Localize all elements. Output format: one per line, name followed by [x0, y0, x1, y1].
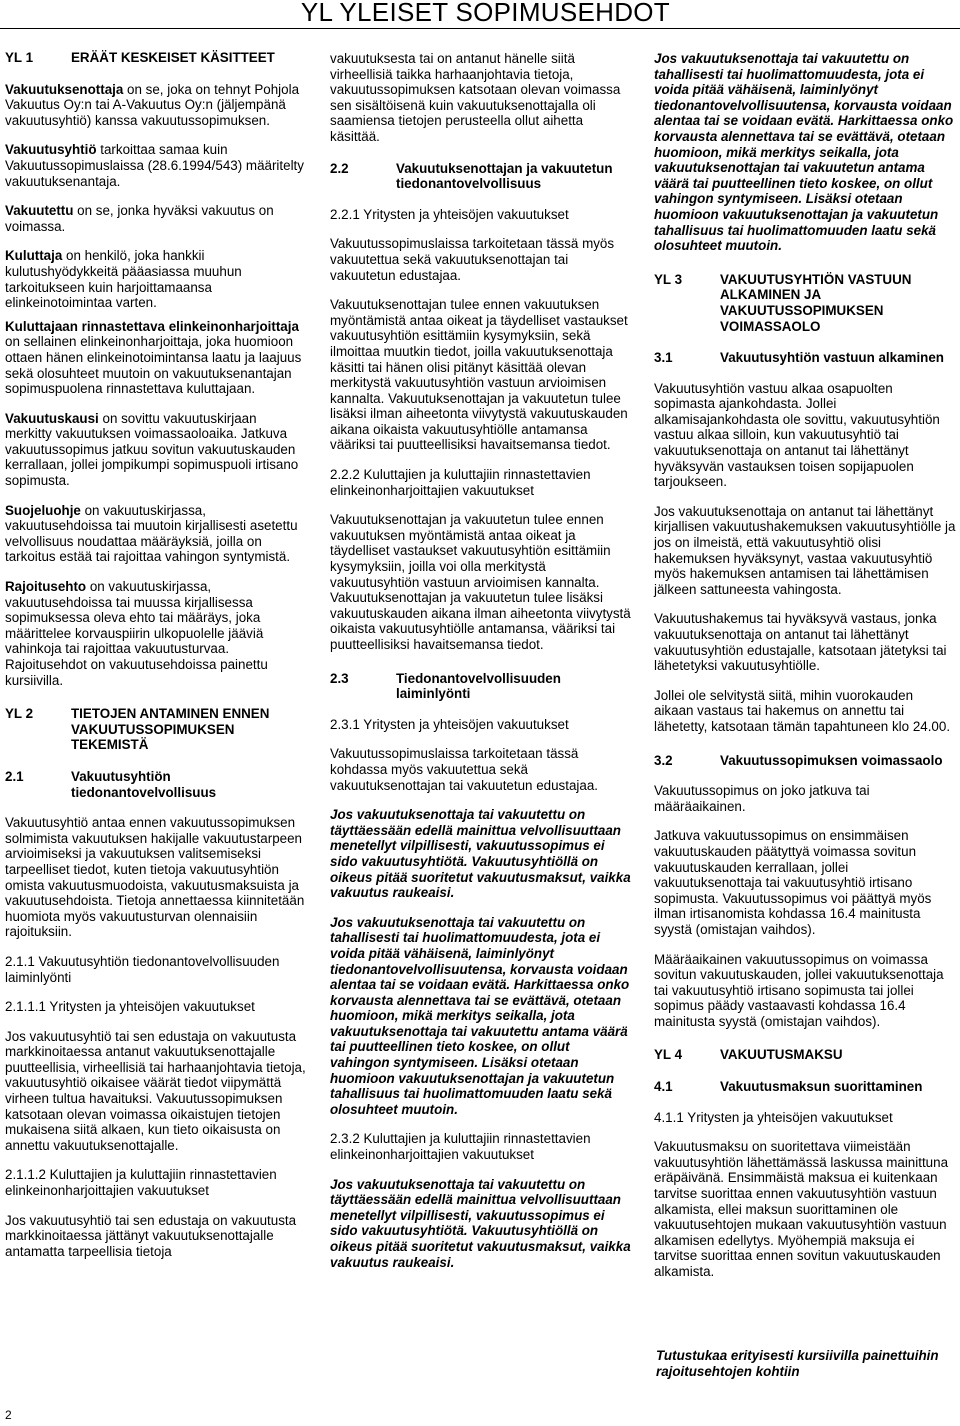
subsection-heading: 2.3.2 Kuluttajien ja kuluttajiin rinnastettavien elinkeinonharjoittajien vakuutukset [330, 1131, 591, 1163]
subsection-heading: 2.2.1 Yritysten ja yhteisöjen vakuutukset [330, 206, 569, 222]
body-paragraph: Vakuutussopimuslaissa tarkoitetaan tässä kohdassa myös vakuutettua sekä vakuutuksenottajan tai vakuutetun edustajaa. [330, 746, 599, 793]
section-title: Vakuutusyhtiön tiedonantovelvollisuus [71, 768, 217, 800]
definition-paragraph [5, 319, 307, 397]
definition-term: Vakuutuskausi [5, 410, 99, 426]
section-title: Tiedonantovelvollisuuden laiminlyönti [396, 670, 561, 702]
body-paragraph: Jatkuva vakuutussopimus on ensimmäisen vakuutuskauden päätyttyä voimassa sovitun vakuutuskauden kerrallaan, jollei vakuutuksenottaja tai vakuutusyhtiö irtisano sopimusta. Vakuutussopimus voi päättyä myös ilman irtisanomista kohdassa 16.4 mainitusta syystä (omistajan vaihdos). [654, 828, 932, 937]
section-2-2-heading [330, 161, 632, 192]
body-paragraph: Vakuutussopimuslaissa tarkoitetaan tässä myös vakuutettua sekä vakuutuksenottajan tai vakuutetun edustajaa. [330, 236, 615, 283]
definition-paragraph [5, 82, 307, 129]
body-paragraph: Vakuutussopimus on joko jatkuva tai määräaikainen. [654, 783, 870, 814]
restriction-paragraph: Jos vakuutuksenottaja tai vakuutettu on tahallisesti tai huolimattomuudesta, jota ei voida pitää vähäisenä, laiminlyönyt tiedonantovelvollisuutensa, korvausta voidaan alentaa tai se voidaan evätä. Harkittaessa onko korvausta alennettava tai se evättävä, otetaan huomioon, mikä merkitys seikalla, jota vakuutuksenottajan tai vakuutetun antama väärä tai puutteellinen tieto koskee, on ollut vahingon syntymiseen. Lisäksi otetaan huomioon vakuutuksenottajan ja vakuutetun tahallisuus tai huolimattomuuden laatu sekä olosuhteet muutoin. [654, 51, 954, 254]
body-paragraph: Jos vakuutusyhtiö tai sen edustaja on vakuutusta markkinoitaessa antanut vakuutuksenottajalle puutteellisia, virheellisiä tai harhaanjohtavia tietoja, vakuutusyhtiö oikaisee väärät tiedot viipymättä virheen tultua havaituksi. Vakuutussopimuksen katsotaan olevan voimassa oikaistujen tietojen mukaisena siitä alkaen, kun tieto oikaisusta on annettu vakuutuksenottajalle. [5, 1028, 306, 1153]
section-2-3-heading [330, 671, 632, 702]
restriction-paragraph: Jos vakuutuksenottaja tai vakuutettu on täyttäessään edellä mainittua velvollisuuttaan menetellyt vilpillisesti, vakuutussopimus ei sido vakuutusyhtiötä. Vakuutusyhtiöllä on oikeus pitää suoritetut vakuutusmaksut, vaikka vakuutus raukeaisi. [330, 1176, 631, 1270]
subsection-heading: 2.1.1.1 Yritysten ja yhteisöjen vakuutukset [5, 999, 255, 1015]
body-paragraph: vakuutuksesta tai on antanut hänelle siitä virheellisiä taikka harhaanjohtavia tietoja, vakuutussopimuksen katsotaan olevan voimassa sen sisältöisenä kuin vakuutuksenottajalla oli saamiensa tietojen perusteella ollut aihetta käsittää. [330, 51, 621, 144]
section-title: Vakuutussopimuksen voimassaolo [720, 752, 943, 768]
definition-term: Kuluttaja [5, 248, 63, 264]
section-title: ERÄÄT KESKEISET KÄSITTEET [71, 50, 275, 65]
column-3 [654, 51, 956, 1294]
section-title: Vakuutusmaksun suorittaminen [720, 1079, 923, 1095]
definition-paragraph [5, 503, 307, 565]
body-paragraph: Vakuutusyhtiön vastuu alkaa osapuolten sopimasta ajankohdasta. Jollei alkamisajankohdasta ole sovittu, vakuutusyhtiön vastuu alkaa silloin, kun vakuutusyhtiö tai vakuutuksenottaja on antanut tai lähettänyt hyväksyvän vastauksen toisen sopijapuolen tarjoukseen. [654, 380, 940, 490]
body-paragraph: Jollei ole selvitystä siitä, mihin vuorokauden aikaan vastaus tai hakemus on annettu tai lähetetty, katsotaan tämän tapahtuneen klo 24.00. [654, 687, 951, 734]
definition-paragraph [5, 579, 307, 688]
definition-text: on se, joka on tehnyt Pohjola Vakuutus Oy:n tai A-Vakuutus Oy:n (jäljempänä vakuutusyhtiö) kanssa vakuutussopimuksen. [5, 81, 300, 128]
body-paragraph: Vakuutushakemus tai hyväksyvä vastaus, jonka vakuutuksenottaja on antanut tai lähettänyt vakuutusyhtiön edustajalle, katsotaan jätetyksi tai lähetetyksi vakuutusyhtiölle. [654, 611, 947, 674]
definition-term: Vakuutusyhtiö [5, 142, 97, 158]
restriction-paragraph: Jos vakuutuksenottaja tai vakuutettu on tahallisesti tai huolimattomuudesta, jota ei voida pitää vähäisenä, laiminlyönyt tiedonantovelvollisuutensa, korvausta voidaan alentaa tai se voidaan evätä. Harkittaessa onko korvausta alennettava tai se evättävä, otetaan huomioon, mikä merkitys seikalla, jota vakuutuksenottaja tai vakuutettu antama väärä tai puutteellinen tieto koskee, on ollut vahingon syntymiseen. Lisäksi otetaan huomioon vakuutuksenottajan ja vakuutetun tahallisuus tai huolimattomuuden laatu sekä olosuhteet muutoin. [330, 914, 630, 1117]
definition-paragraph [5, 203, 307, 234]
column-1 [5, 50, 307, 1273]
section-number: 2.1 [5, 768, 24, 784]
section-title: VAKUUTUSMAKSU [720, 1047, 843, 1063]
header-bar [0, 0, 960, 29]
section-yl2-heading [5, 706, 307, 753]
section-number: YL 2 [5, 706, 34, 722]
section-yl1-heading [5, 50, 307, 66]
definition-term: Suojeluohje [5, 502, 81, 518]
section-title: VAKUUTUSYHTIÖN VASTUUN ALKAMINEN JA VAKUUTUSSOPIMUKSEN VOIMASSAOLO [720, 271, 912, 334]
page-title: YL YLEISET SOPIMUSEHDOT [300, 0, 670, 27]
section-title: TIETOJEN ANTAMINEN ENNEN VAKUUTUSSOPIMUKSEN TEKEMISTÄ [71, 706, 270, 753]
body-paragraph: Vakuutuksenottajan ja vakuutetun tulee ennen vakuutuksen myöntämistä antaa oikeat ja täydelliset vastaukset vakuutusyhtiön esittämiin kysymyksiin, joilla voi olla merkitystä vakuutusyhtiön vastuun arvioimisen kannalta. Vakuutuksenottajan ja vakuutetun tulee lisäksi vakuutuskauden aikana ilman aiheetonta viivytystä oikaista vakuutusyhtiölle antamansa, vääriksi tai puutteellisiksi havaitsemansa tiedot. [330, 512, 631, 652]
section-yl4-heading [654, 1047, 956, 1063]
section-4-1-heading [654, 1079, 956, 1095]
section-2-1-heading [5, 769, 307, 800]
definition-term: Rajoitusehto [5, 579, 87, 595]
subsection-heading: 2.1.1.2 Kuluttajien ja kuluttajiin rinnastettavien elinkeinonharjoittajien vakuutukset [5, 1167, 277, 1199]
section-title: Vakuutusyhtiön vastuun alkaminen [720, 350, 944, 366]
restriction-note: Tutustukaa erityisesti kursiivilla painettuihin rajoitusehtojen kohtiin [656, 1348, 939, 1379]
section-number: 3.1 [654, 350, 673, 366]
body-paragraph: Vakuutuksenottajan tulee ennen vakuutuksen myöntämistä antaa oikeat ja täydelliset vastaukset vakuutusyhtiön esittämiin kysymyksiin, sekä ilmoittaa muutkin tiedot, joilla vakuutuksenottaja käsitti tai hänen olisi pitänyt käsittää olevan merkitystä vakuutusyhtiön vastuun arvioimisen kannalta. Vakuutuksenottajan ja vakuutetun tulee lisäksi ilman aiheetonta viivytystä vakuutuskauden aikana oikaista vakuutusyhtiölle antamansa vääriksi tai puutteellisiksi havaitsemansa tiedot. [330, 297, 628, 453]
subsection-heading: 2.1.1 Vakuutusyhtiön tiedonantovelvollisuuden laiminlyönti [5, 953, 280, 985]
restriction-paragraph: Jos vakuutuksenottaja tai vakuutettu on täyttäessään edellä mainittua velvollisuuttaan menetellyt vilpillisesti, vakuutussopimus ei sido vakuutusyhtiötä. Vakuutusyhtiöllä on oikeus pitää suoritetut vakuutusmaksut, vaikka vakuutus raukeaisi. [330, 807, 631, 901]
definition-text: on sovittu vakuutuskirjaan merkitty vakuutuksen voimassaoloaika. Jatkuva vakuutussopimus jatkuu sovitun vakuutuskauden kerrallaan, jollei jompikumpi sopimuspuoli irtisano sopimusta. [5, 410, 299, 489]
page-number: 2 [5, 1408, 12, 1422]
section-title: Vakuutuksenottajan ja vakuutetun tiedonantovelvollisuus [396, 160, 613, 192]
section-3-2-heading [654, 753, 956, 769]
body-paragraph: Vakuutusmaksu on suoritettava viimeistään vakuutusyhtiön lähettämässä laskussa mainittuna eräpäivänä. Ensimmäistä maksua ei kuitenkaan tarvitse suorittaa ennen vakuutusyhtiön vastuun alkamista, ellei maksun suorittaminen ole vakuutusehtojen mukaan vakuutusyhtiön vastuun alkamisen edellytys. Myöhempiä maksuja ei tarvitse suorittaa ennen sovitun vakuutuskauden alkamista. [654, 1139, 949, 1279]
subsection-heading: 2.3.1 Yritysten ja yhteisöjen vakuutukset [330, 716, 569, 732]
definition-text: on vakuutuskirjassa, vakuutusehdoissa tai muutoin kirjallisesti asetettu velvollisuus noudattaa määräyksiä, joilla on tarkoitus estää tai rajoittaa vahingon syntymistä. [5, 502, 298, 565]
body-paragraph: Jos vakuutuksenottaja on antanut tai lähettänyt kirjallisen vakuutushakemuksen vakuutusyhtiölle ja jos on ilmeistä, että vakuutusyhtiö olisi hakemuksen hyväksynyt, vastaa vakuutusyhtiö myös hakemuksen antamisen tai lähettämisen jälkeen sattuneesta vahingosta. [654, 503, 956, 597]
section-3-1-heading [654, 350, 956, 366]
definition-text: tarkoittaa samaa kuin Vakuutussopimuslaissa (28.6.1994/543) määritelty vakuutuksenantaja. [5, 142, 304, 189]
section-number: YL 3 [654, 271, 683, 287]
section-yl3-heading [654, 272, 956, 334]
column-2 [330, 51, 632, 1284]
definition-text: on sellainen elinkeinonharjoittaja, joka huomioon ottaen hänen elinkeinotoimintansa laatu ja laajuus sekä olosuhteet muutoin on vakuutuksenantajan sopimuspuolena rinnastettava kuluttajaan. [5, 334, 302, 397]
subsection-heading: 2.2.2 Kuluttajien ja kuluttajiin rinnastettavien elinkeinonharjoittajien vakuutukset [330, 467, 591, 498]
section-number: YL 1 [5, 50, 34, 65]
definition-paragraph [5, 142, 307, 189]
definition-paragraph [5, 248, 307, 310]
section-number: 2.3 [330, 670, 349, 686]
definition-term: Kuluttajaan rinnastettava elinkeinonharjoittaja [5, 318, 299, 334]
definition-term: Vakuutettu [5, 203, 74, 219]
section-number: 2.2 [330, 160, 349, 176]
definition-text: on henkilö, joka hankkii kulutushyödykkeitä pääasiassa muuhun tarkoitukseen kuin harjoittamaansa elinkeinotoimintaa varten. [5, 248, 242, 311]
body-paragraph: Vakuutusyhtiö antaa ennen vakuutussopimuksen solmimista vakuutuksen hakijalle vakuutustarpeen arvioimiseksi ja vakuutuksen valitsemiseksi tarpeelliset tiedot, kuten tietoja vakuutusyhtiön omista vakuutusmuodoista, vakuutusmaksuista ja vakuutusehdoista. Tietoja annettaessa kiinnitetään huomiota myös vakuutusturvan olennaisiin rajoituksiin. [5, 815, 305, 940]
definition-text: on se, jonka hyväksi vakuutus on voimassa. [5, 203, 274, 234]
section-number: 3.2 [654, 752, 673, 768]
body-paragraph: Määräaikainen vakuutussopimus on voimassa sovitun vakuutuskauden, jollei vakuutuksenottaja tai vakuutusyhtiö irtisano sopimusta tai jollei sopimus päädy vastaavasti kohdassa 16.4 mainitusta syystä (omistajan vaihdos). [654, 951, 944, 1029]
definition-text: on vakuutuskirjassa, vakuutusehdoissa tai muussa kirjallisessa sopimuksessa oleva ehto tai määräys, joka määrittelee korvauspiirin ulkopuolelle jääviä vahinkoja tai rajoittaa vakuutusturvaa. Rajoitusehdot on vakuutusehdoissa painettu kursiivilla. [5, 579, 268, 688]
section-number: 4.1 [654, 1079, 673, 1095]
body-paragraph: Jos vakuutusyhtiö tai sen edustaja on vakuutusta markkinoitaessa jättänyt vakuutuksenottajalle antamatta tarpeellisia tietoja [5, 1212, 297, 1259]
section-number: YL 4 [654, 1047, 683, 1063]
definition-paragraph [5, 411, 307, 489]
subsection-heading: 4.1.1 Yritysten ja yhteisöjen vakuutukset [654, 1109, 893, 1125]
definition-term: Vakuutuksenottaja [5, 81, 124, 97]
